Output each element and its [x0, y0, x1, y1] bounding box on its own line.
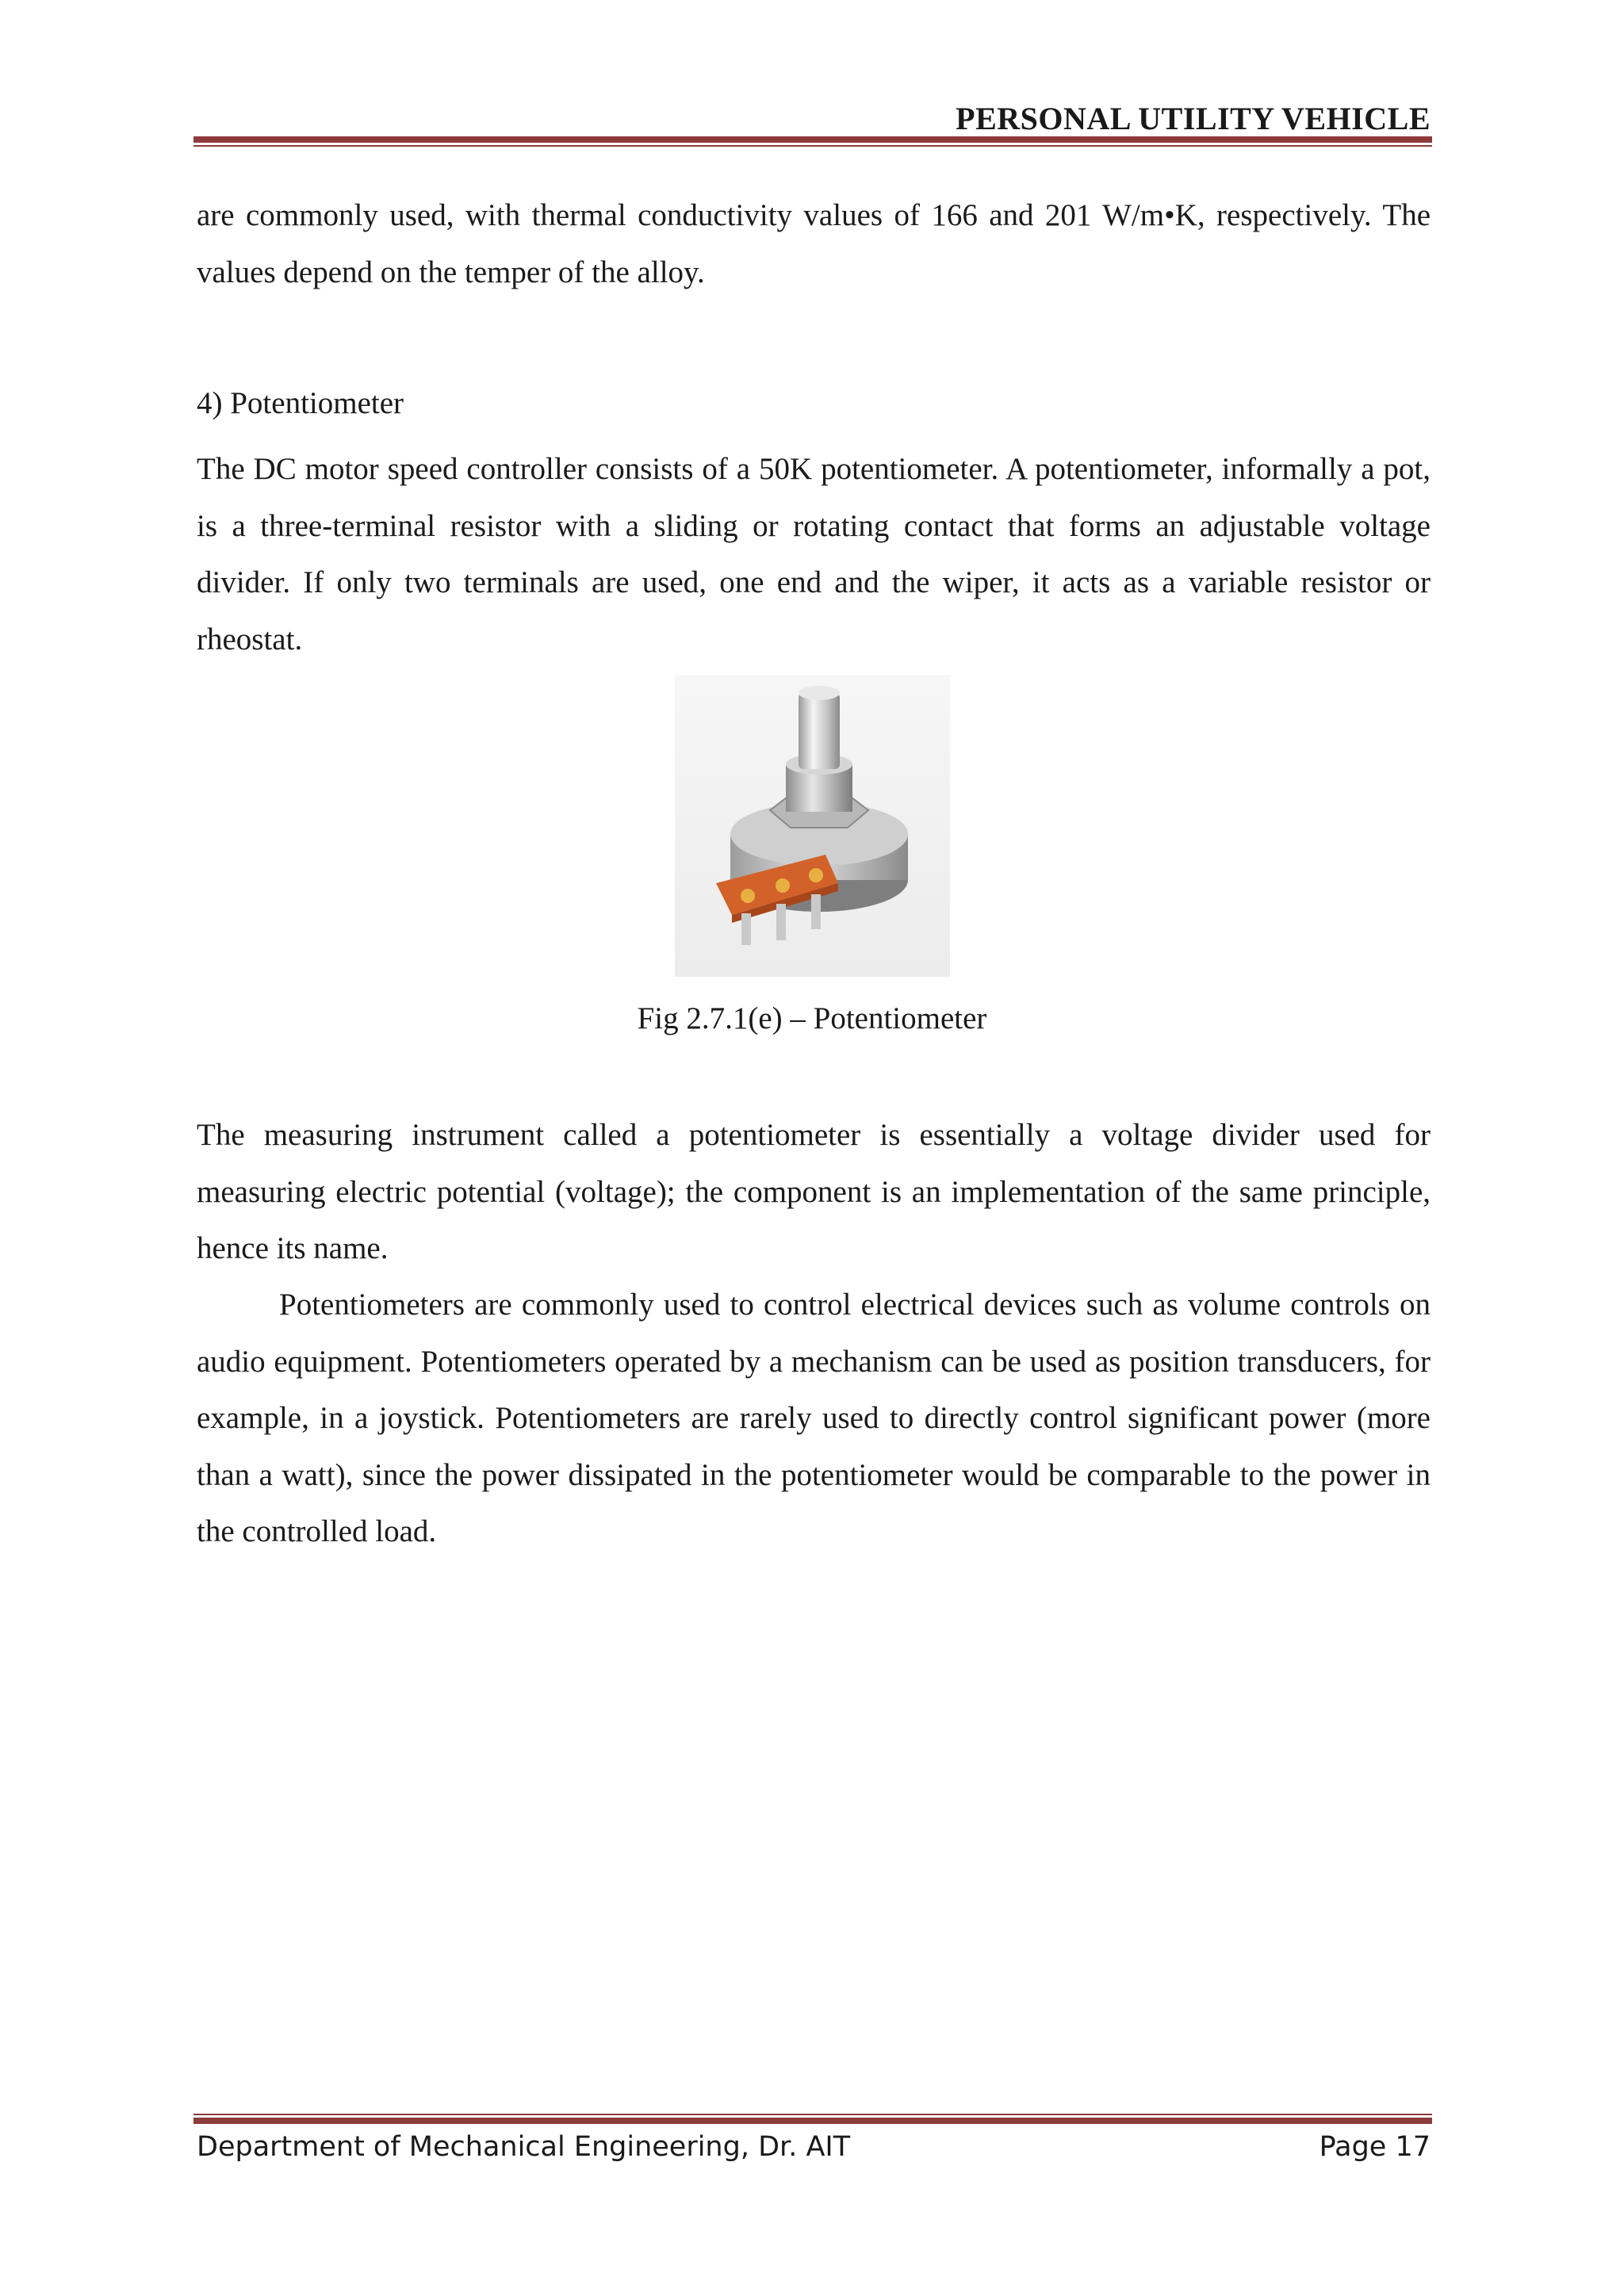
figure-caption: Fig 2.7.1(e) – Potentiometer [637, 1001, 987, 1035]
footer-page-number: Page 17 [1319, 2131, 1431, 2163]
potentiometer-photo [675, 675, 950, 977]
paragraph-measuring-instrument: The measuring instrument called a potentiometer is essentially a voltage divider used for measuring electric potential (voltage); the component is an implementation of the same principle, hence its name. [197, 1118, 1431, 1265]
paragraph-thermal-conductivity: are commonly used, with thermal conductivity values of 166 and 201 W/m•K, respectively. The values depend on the temper of the alloy. [197, 198, 1431, 289]
running-header: PERSONAL UTILITY VEHICLE [956, 101, 1431, 136]
header-rule [193, 136, 1432, 147]
footer-rule [193, 2114, 1432, 2124]
paragraph-potentiometer-intro: The DC motor speed controller consists of a 50K potentiometer. A potentiometer, informally a pot, is a three-terminal resistor with a sliding or rotating contact that forms an adjustable voltage divider. If only two terminals are used, one end and the wiper, it acts as a variable resistor or rheostat. [197, 452, 1431, 656]
footer-department: Department of Mechanical Engineering, Dr. AIT [197, 2131, 851, 2163]
section-heading: 4) Potentiometer [197, 386, 404, 420]
paragraph-applications: Potentiometers are commonly used to control electrical devices such as volume controls on audio equipment. Potentiometers operated by a mechanism can be used as position transducers, for example, in a joystick. Potentiometers are rarely used to directly control significant power (more than a watt), since the power dissipated in the potentiometer would be comparable to the power in the controlled load. [197, 1288, 1431, 1548]
